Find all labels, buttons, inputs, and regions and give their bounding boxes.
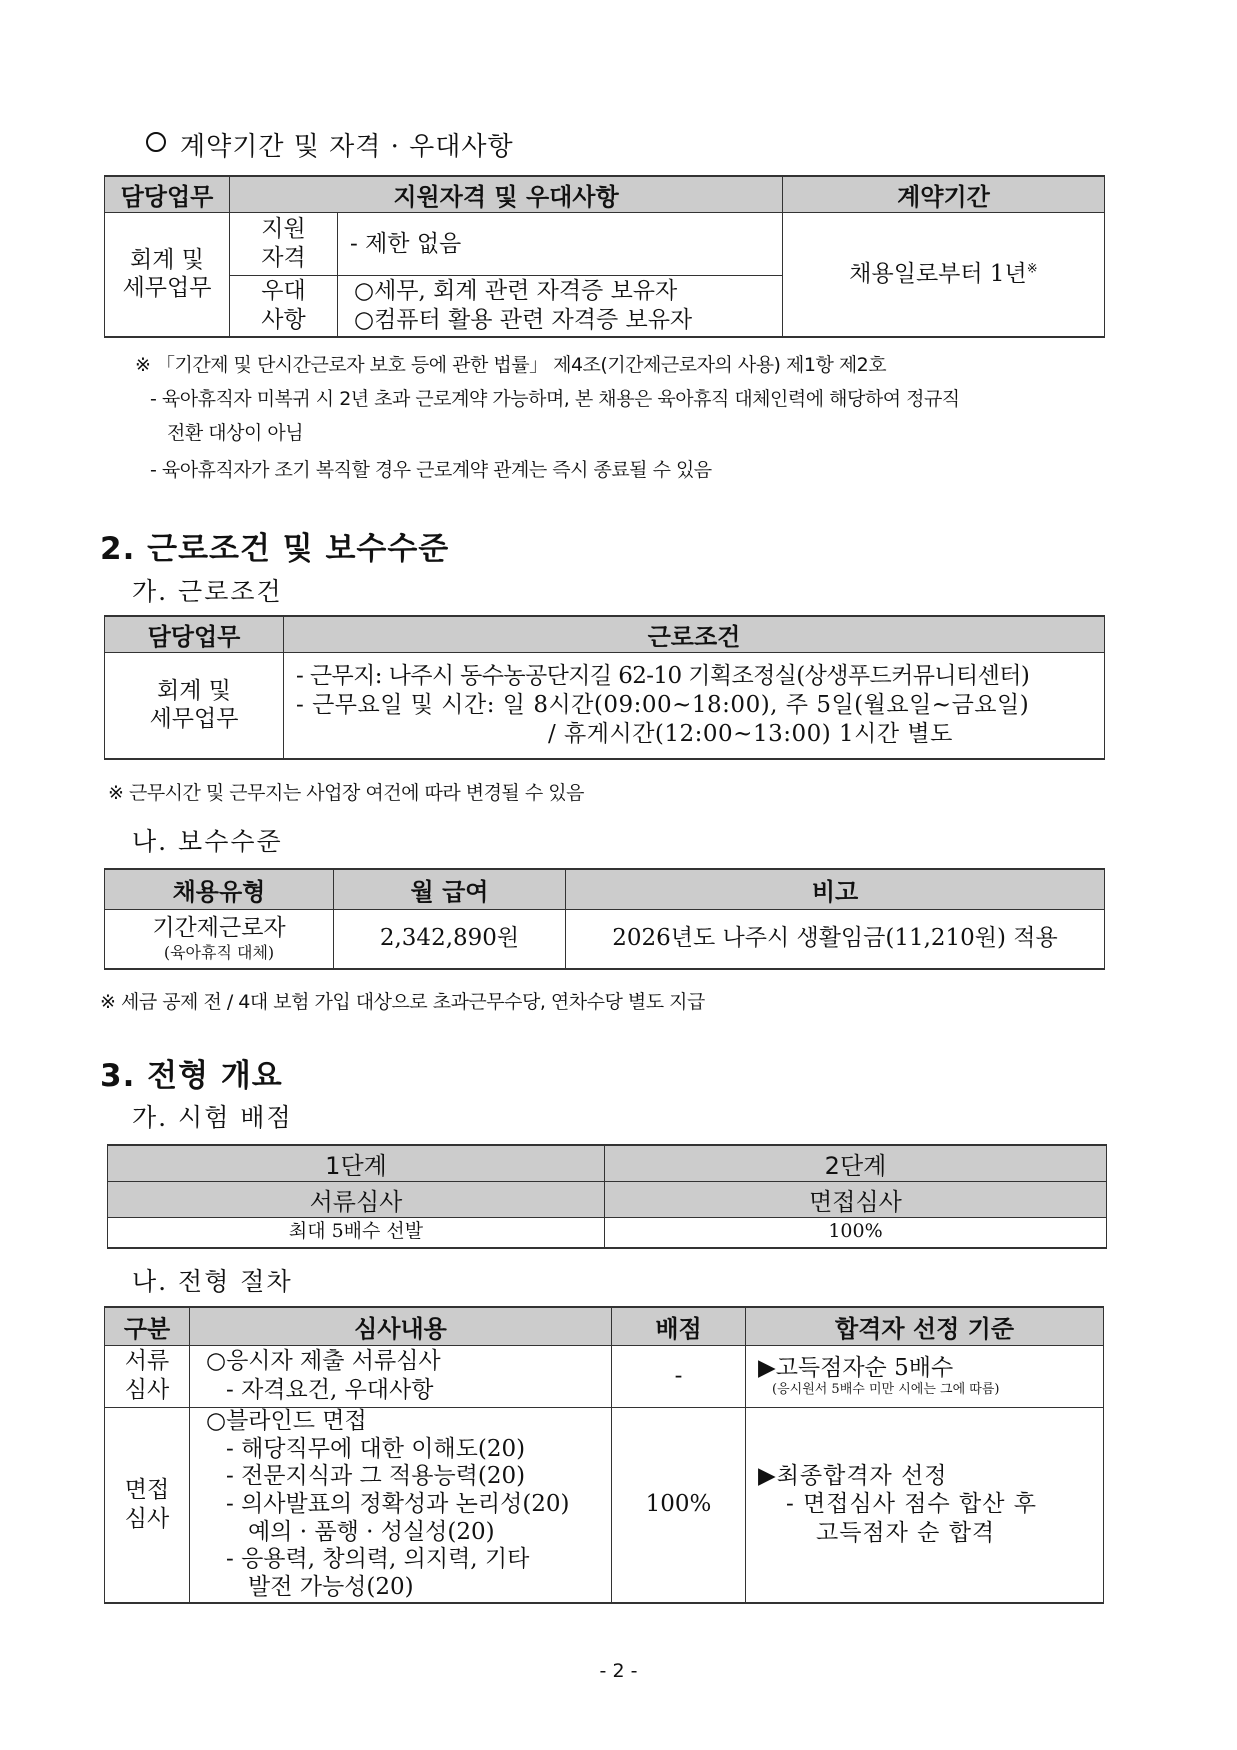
subsection-title: 나. 보수수준 — [132, 827, 283, 856]
header-type: 채용유형 — [105, 869, 334, 909]
section-title: 2. 근로조건 및 보수수준 — [100, 531, 450, 567]
break-line: / 휴게시간(12:00~13:00) 1시간 별도 — [548, 720, 953, 747]
section-title: 3. 전형 개요 — [100, 1058, 283, 1094]
content-cell: ○응시자 제출 서류심사 - 자격요건, 우대사항 — [190, 1345, 612, 1407]
criteria-cell: ▶최종합격자 선정 - 면접심사 점수 합산 후 고득점자 순 합격 — [746, 1407, 1104, 1603]
category-cell: 면접 심사 — [105, 1407, 190, 1603]
header-duty: 담당업무 — [105, 616, 284, 653]
conditions-note: ※ 근무시간 및 근무지는 사업장 여건에 따라 변경될 수 있음 — [108, 782, 584, 804]
workplace-line: - 근무지: 나주시 동수농공단지길 62-10 기획조정실(상생푸드커뮤니티센터) — [296, 663, 1030, 690]
scoring-table — [107, 1144, 1107, 1249]
subsection-title: 가. 시험 배점 — [132, 1103, 293, 1132]
table-row — [105, 1345, 1104, 1407]
qualification-label: 지원 자격 — [230, 213, 338, 276]
page-number: - 2 - — [599, 1660, 638, 1682]
score-cell: 100% — [612, 1407, 746, 1603]
header-score: 배점 — [612, 1307, 746, 1345]
monthly-salary: 2,342,890원 — [334, 909, 566, 969]
category-cell: 서류 심사 — [105, 1345, 190, 1407]
stage-1-value: 최대 5배수 선발 — [108, 1218, 605, 1248]
criteria-cell: ▶고득점자순 5배수 (응시원서 5배수 미만 시에는 그에 따름) — [746, 1345, 1104, 1407]
pay-remark: 2026년도 나주시 생활임금(11,210원) 적용 — [566, 909, 1105, 969]
note-line: - 육아휴직자가 조기 복직할 경우 근로계약 관계는 즉시 종료될 수 있음 — [150, 459, 712, 481]
header-duty: 담당업무 — [105, 176, 230, 213]
conditions-cell — [284, 653, 1105, 759]
score-cell: - — [612, 1345, 746, 1407]
work-conditions-table — [104, 615, 1105, 760]
duty-cell: 회계 및 세무업무 — [105, 213, 230, 337]
contract-table — [104, 175, 1105, 338]
stage-2-value: 100% — [605, 1218, 1107, 1248]
contract-heading: 계약기간 및 자격 · 우대사항 — [146, 126, 514, 163]
pay-table — [104, 868, 1105, 970]
note-line: - 육아휴직자 미복귀 시 2년 초과 근로계약 가능하며, 본 채용은 육아휴직 대체인력에 해당하여 정규직 — [150, 388, 960, 410]
duty-cell: 회계 및 세무업무 — [105, 653, 284, 759]
employment-type: 기간제근로자 (육아휴직 대체) — [105, 909, 334, 969]
header-content: 심사내용 — [190, 1307, 612, 1345]
header-conditions: 근로조건 — [284, 616, 1105, 653]
content-cell: ○블라인드 면접 - 해당직무에 대한 이해도(20) - 전문지식과 그 적용능력(20) - 의사발표의 정확성과 논리성(20) 예의 · 품행 · 성실성(20) - 응용력, 창의력, 의지력, 기타 발전 가능성(20) — [190, 1407, 612, 1603]
stage-2-name: 면접심사 — [605, 1182, 1107, 1218]
subsection-title: 나. 전형 절차 — [132, 1267, 293, 1296]
header-remark: 비고 — [566, 869, 1105, 909]
procedure-table — [104, 1306, 1104, 1604]
header-salary: 월 급여 — [334, 869, 566, 909]
preference-label: 우대 사항 — [230, 276, 338, 337]
preference-values: ○세무, 회계 관련 자격증 보유자 ○컴퓨터 활용 관련 자격증 보유자 — [338, 276, 783, 337]
subsection-title: 가. 근로조건 — [132, 577, 283, 606]
pay-note: ※ 세금 공제 전 / 4대 보험 가입 대상으로 초과근무수당, 연차수당 별도 지급 — [100, 991, 705, 1013]
circle-bullet-icon — [146, 132, 166, 152]
note-line: 전환 대상이 아님 — [167, 422, 304, 444]
header-period: 계약기간 — [783, 176, 1105, 213]
hours-line: - 근무요일 및 시간: 일 8시간(09:00~18:00), 주 5일(월요일~금요일) — [296, 691, 1030, 718]
stage-1: 1단계 — [108, 1145, 605, 1182]
table-row — [105, 1407, 1104, 1603]
qualification-value: - 제한 없음 — [338, 213, 783, 276]
stage-2: 2단계 — [605, 1145, 1107, 1182]
law-reference-note: ※ 「기간제 및 단시간근로자 보호 등에 관한 법률」 제4조(기간제근로자의 사용) 제1항 제2호 — [135, 354, 887, 376]
contract-period: 채용일로부터 1년※ — [783, 213, 1105, 337]
reference-mark: ※ — [1026, 261, 1038, 277]
header-criteria: 합격자 선정 기준 — [746, 1307, 1104, 1345]
header-category: 구분 — [105, 1307, 190, 1345]
header-qualification: 지원자격 및 우대사항 — [230, 176, 783, 213]
stage-1-name: 서류심사 — [108, 1182, 605, 1218]
